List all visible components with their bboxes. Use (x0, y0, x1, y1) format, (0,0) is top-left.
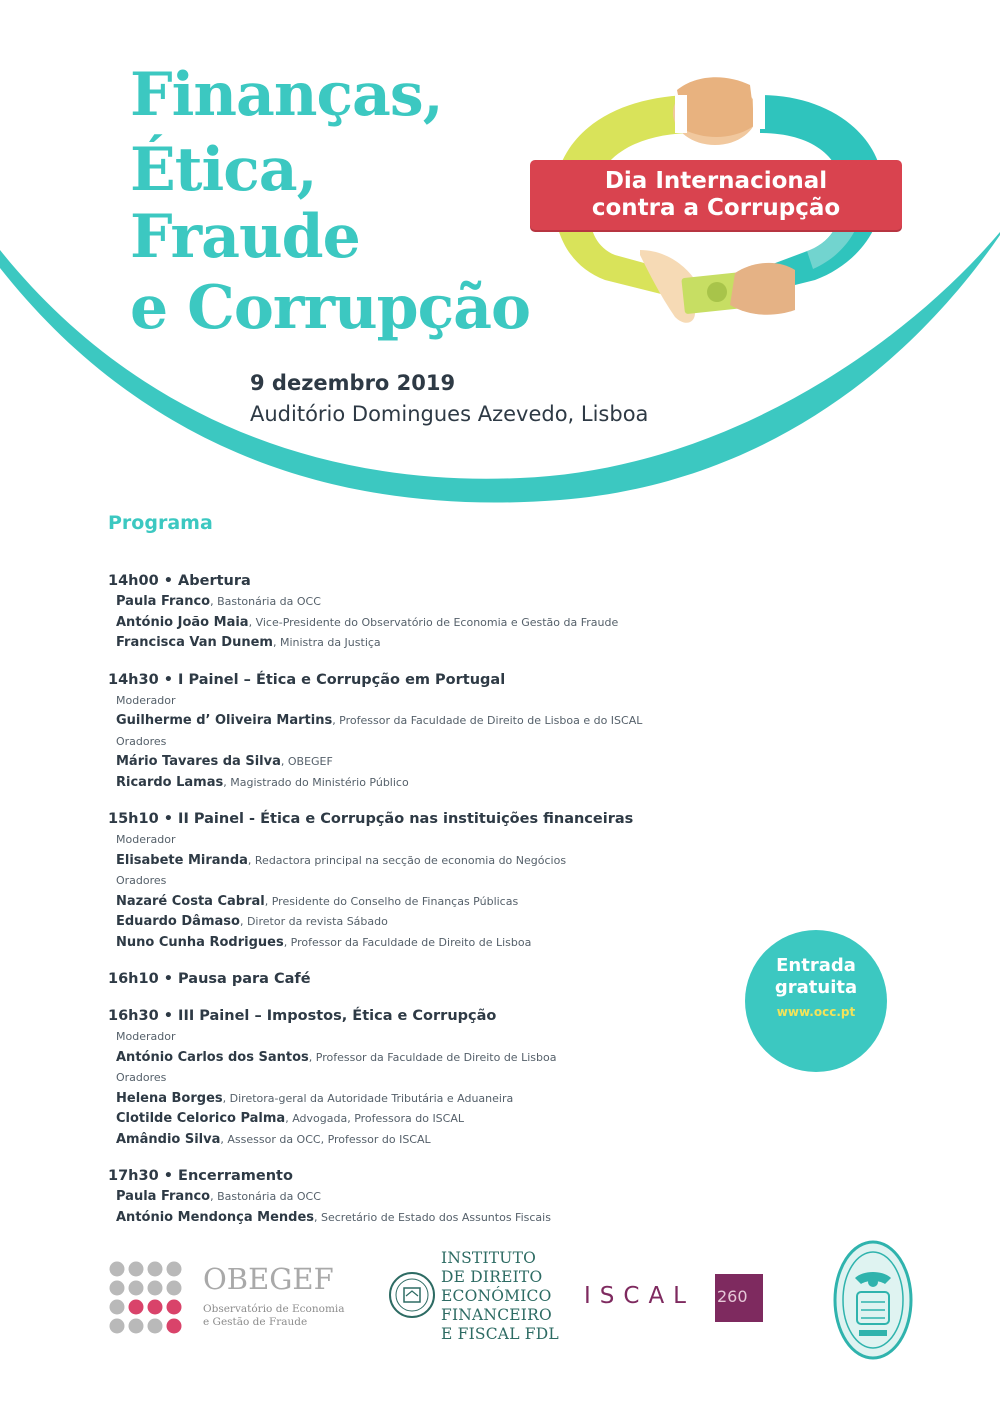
obegef-dot (110, 1262, 125, 1277)
speaker-title: , Diretora-geral da Autoridade Tributária e Aduaneira (222, 1091, 514, 1105)
speaker-row (108, 1088, 728, 1109)
speaker-row (108, 1207, 728, 1228)
event-date: 9 dezembro 2019 (250, 371, 456, 395)
speaker-title: , Ministra da Justiça (272, 636, 381, 649)
speaker-name: Paula Franco (116, 1189, 211, 1204)
obegef-dot (110, 1319, 125, 1334)
speaker-title: , Vice-Presidente do Observatório de Economia e Gestão da Fraude (248, 615, 619, 629)
session-heading: 15h10 • II Painel - Ética e Corrupção nas instituições financeiras (108, 811, 634, 827)
speaker-row (108, 612, 728, 633)
occ-emblem-icon (833, 1240, 913, 1360)
speaker-row (108, 772, 728, 793)
speaker-title: , Assessor da OCC, Professor do ISCAL (220, 1132, 431, 1146)
session-heading: 14h30 • I Painel – Ética e Corrupção em Portugal (108, 671, 506, 688)
role-label (108, 690, 728, 711)
role-label (108, 829, 728, 850)
obegef-dot (148, 1300, 163, 1315)
obegef-dot (148, 1262, 163, 1277)
role-label (108, 1067, 728, 1088)
session-block (108, 670, 728, 793)
session-block (108, 571, 728, 653)
obegef-dots-logo (108, 1260, 183, 1335)
idef-logo-text: ECONÓMICO (441, 1287, 552, 1305)
speaker-name: Francisca Van Dunem (116, 635, 273, 650)
speaker-name: António Mendonça Mendes (116, 1209, 315, 1225)
banner-line-1: Dia Internacional (604, 168, 828, 194)
speaker-row (108, 751, 728, 772)
obegef-dot (167, 1300, 182, 1315)
speaker-name: Amândio Silva (116, 1131, 221, 1147)
role-text: Moderador (116, 1030, 176, 1043)
obegef-logo-subtitle: Observatório de Economia (203, 1303, 345, 1315)
obegef-dot (129, 1319, 144, 1334)
role-text: Moderador (116, 833, 176, 846)
session-heading: 16h30 • III Painel – Impostos, Ética e Corrupção (108, 1008, 497, 1024)
speaker-title: , Presidente do Conselho de Finanças Públicas (264, 894, 519, 908)
speaker-name: Nazaré Costa Cabral (116, 893, 265, 909)
idef-seal-icon (388, 1271, 436, 1319)
entrada-line-1: Entrada (776, 955, 856, 976)
idef-logo-text: E FISCAL FDL (441, 1325, 559, 1343)
speaker-row (108, 911, 728, 932)
programa-heading: Programa (108, 512, 213, 534)
schedule (108, 571, 728, 1244)
role-text: Moderador (116, 693, 176, 707)
obegef-dot (148, 1319, 163, 1334)
session-heading: 14h00 • Abertura (108, 573, 251, 589)
banner-dia-internacional (530, 160, 902, 230)
title-line: Finanças, (130, 60, 443, 130)
obegef-dot (167, 1319, 182, 1334)
speaker-title: , Bastonária da OCC (210, 595, 321, 608)
speaker-name: Paula Franco (116, 594, 211, 609)
session-heading: 16h10 • Pausa para Café (108, 971, 311, 987)
obegef-logo-name: OBEGEF (203, 1262, 334, 1296)
speaker-row (108, 932, 728, 953)
role-label (108, 731, 728, 752)
speaker-row (108, 1108, 728, 1129)
speaker-name: António João Maia (116, 614, 249, 630)
speaker-row (108, 1129, 728, 1150)
obegef-dot (129, 1262, 144, 1277)
banner-line-2: contra a Corrupção (591, 195, 841, 221)
speaker-row (108, 1186, 728, 1207)
obegef-dot (167, 1262, 182, 1277)
entrada-url-link[interactable]: www.occ.pt (776, 1005, 856, 1019)
speaker-row (108, 850, 728, 871)
obegef-dot (129, 1281, 144, 1296)
speaker-row (108, 632, 728, 653)
speaker-title: , Magistrado do Ministério Público (223, 775, 409, 789)
title-line: Ética, (130, 135, 317, 205)
speaker-title: , Professor da Faculdade de Direito de Lisboa (308, 1050, 557, 1064)
speaker-name: Ricardo Lamas (116, 774, 224, 790)
idef-logo-text: DE DIREITO (441, 1268, 543, 1286)
session-heading: 17h30 • Encerramento (108, 1168, 293, 1184)
event-venue: Auditório Domingues Azevedo, Lisboa (250, 402, 649, 426)
obegef-dot (110, 1300, 125, 1315)
iscal-logo-name: ISCAL (584, 1283, 695, 1309)
entrada-gratuita-badge (745, 930, 887, 1072)
obegef-dot (148, 1281, 163, 1296)
speaker-name: Elisabete Miranda (116, 852, 248, 868)
speaker-name: Clotilde Celorico Palma (116, 1111, 286, 1126)
speaker-name: Nuno Cunha Rodrigues (116, 934, 284, 950)
speaker-row (108, 591, 728, 612)
title-line: Fraude (130, 202, 360, 272)
idef-logo-text: FINANCEIRO (441, 1306, 552, 1324)
obegef-logo-subtitle: e Gestão de Fraude (203, 1316, 308, 1328)
session-block (108, 1006, 728, 1149)
speaker-name: Guilherme d’ Oliveira Martins (116, 713, 333, 728)
speaker-name: Mário Tavares da Silva (116, 754, 281, 769)
speaker-title: , Redactora principal na secção de economia do Negócios (247, 853, 567, 867)
session-block (108, 969, 728, 989)
speaker-row (108, 1047, 728, 1068)
speaker-title: , Professor da Faculdade de Direito de Lisboa e do ISCAL (332, 714, 643, 727)
iscal-logo-number: 260 (717, 1287, 748, 1306)
speaker-title: , Bastonária da OCC (210, 1190, 321, 1203)
speaker-title: , Diretor da revista Sábado (239, 915, 388, 928)
role-text: Oradores (116, 1071, 167, 1084)
idef-logo-text: INSTITUTO (441, 1249, 537, 1267)
role-text: Oradores (116, 734, 167, 748)
speaker-name: António Carlos dos Santos (116, 1049, 309, 1065)
speaker-row (108, 710, 728, 731)
title-line: e Corrupção (130, 273, 531, 343)
obegef-dot (110, 1281, 125, 1296)
speaker-name: Helena Borges (116, 1090, 223, 1106)
speaker-row (108, 891, 728, 912)
speaker-name: Eduardo Dâmaso (116, 914, 240, 929)
speaker-title: , Secretário de Estado dos Assuntos Fiscais (314, 1210, 551, 1224)
speaker-title: , OBEGEF (280, 755, 333, 768)
speaker-title: , Advogada, Professora do ISCAL (285, 1112, 465, 1125)
speaker-title: , Professor da Faculdade de Direito de Lisboa (283, 935, 532, 949)
role-label (108, 1026, 728, 1047)
obegef-dot (129, 1300, 144, 1315)
session-block (108, 1166, 728, 1227)
entrada-line-2: gratuita (774, 977, 858, 998)
obegef-dot (167, 1281, 182, 1296)
role-label (108, 870, 728, 891)
session-block (108, 809, 728, 952)
role-text: Oradores (116, 874, 167, 887)
